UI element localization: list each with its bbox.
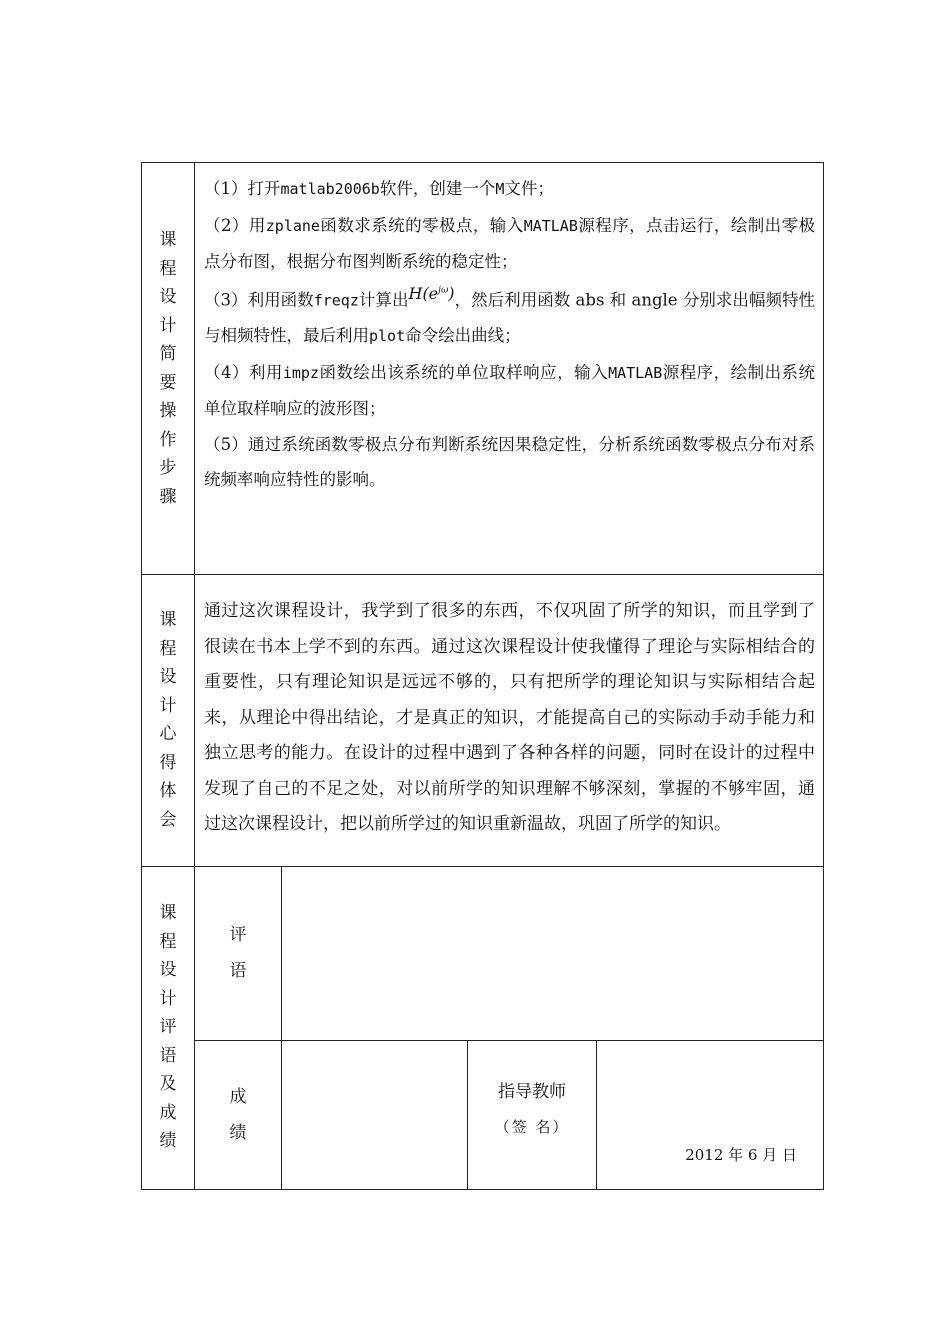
step-code2: M	[495, 180, 505, 198]
label-char: 评	[159, 1017, 177, 1038]
step-code: zplane	[265, 216, 320, 235]
step-suffix: 文件；	[504, 179, 554, 198]
label-char: 及	[159, 1074, 177, 1095]
label-char: 程	[159, 638, 177, 659]
step-suffix: 源程序，绘制出系统单位取样响应的波形图；	[204, 362, 816, 419]
label-char: 骤	[159, 486, 177, 507]
step-text: 函数绘出该系统的单位取样响应，输入	[319, 362, 609, 382]
step-item	[204, 208, 815, 280]
step-suffix: 源程序，点击运行，绘制出零极点分布图，根据分布图判断系统的稳定性；	[204, 215, 816, 271]
steps-label-cell	[142, 163, 195, 575]
comment-label	[230, 917, 247, 989]
label-char: 简	[159, 344, 177, 364]
step-text: 通过系统函数零极点分布判断系统因果稳定性，分析系统函数零极点分布对系统频率响应特性的影响。	[204, 434, 816, 490]
frequency-response-formula	[408, 284, 454, 303]
reflection-row	[142, 575, 824, 867]
label-char: 操	[159, 401, 177, 421]
label-char: 作	[159, 429, 177, 450]
steps-content	[195, 163, 824, 575]
comment-row	[142, 866, 824, 1040]
date-text: 2012 年 6 月 日	[685, 1145, 798, 1164]
label-char: 设	[159, 667, 177, 688]
step-code: freqz	[313, 290, 359, 309]
advisor-label: 指导教师	[498, 1081, 566, 1102]
label-char: 成	[229, 1086, 247, 1107]
label-char: 程	[159, 931, 177, 952]
step-prefix: （5）	[204, 434, 249, 454]
label-char: 步	[159, 458, 177, 478]
step-text: 计算出	[358, 289, 409, 309]
step-math: H(e	[408, 283, 439, 303]
reflection-label-cell	[142, 575, 195, 867]
label-char: 会	[159, 809, 177, 830]
steps-vertical-label	[160, 226, 177, 511]
label-char: 语	[159, 1045, 177, 1066]
label-char: 语	[229, 961, 247, 981]
step-prefix: （3）利用函数	[204, 289, 314, 309]
step-item	[204, 280, 815, 355]
reflection-text: 通过这次课程设计，我学到了很多的东西，不仅巩固了所学的知识，而且学到了很读在书本上学不到的东西。通过这次课程设计使我懂得了理论与实际相结合的重要性，只有理论知识是远远不够的，只有把所学的理论知识与实际相结合起来，从理论中得出结论，才是真正的知识，才能提高自己的实际动手动手能力和独立思考的能力。在设计的过程中遇到了各种各样的问题，同时在设计的过程中发现了自己的不足之处，对以前所学的知识理解不够深刻，掌握的不够牢固，通过这次课程设计，把以前所学过的知识重新温故，巩固了所学的知识。	[204, 601, 816, 834]
signature-date-cell[interactable]	[597, 1040, 824, 1189]
label-char: 绩	[159, 1131, 177, 1152]
label-char: 课	[159, 903, 177, 924]
step-item	[204, 355, 815, 427]
label-char: 计	[159, 315, 177, 336]
advisor-cell	[468, 1040, 597, 1189]
reflection-vertical-label	[160, 606, 177, 834]
label-char: 成	[159, 1102, 177, 1123]
step-after_math: ，然后利用函数 abs 和 angle 分别求出幅频特性与相频特性，最后利用	[204, 289, 816, 346]
step-text: 软件，创建一个	[379, 179, 496, 198]
label-char: 绩	[229, 1122, 247, 1143]
comment-field[interactable]	[282, 866, 824, 1040]
label-char: 课	[159, 610, 177, 631]
steps-list	[204, 171, 815, 498]
grade-field[interactable]	[282, 1040, 468, 1189]
step-item	[204, 427, 815, 498]
grade-label	[230, 1079, 247, 1151]
step-text: 函数求系统的零极点，输入	[319, 215, 524, 235]
step-code2: MATLAB	[608, 363, 663, 382]
comment-label-cell	[195, 866, 282, 1040]
step-item	[204, 171, 815, 208]
label-char: 计	[159, 695, 177, 716]
label-char: 设	[159, 287, 177, 307]
label-char: 要	[159, 372, 177, 393]
steps-row	[142, 163, 824, 575]
label-char: 计	[159, 988, 177, 1009]
step-suffix: 命令绘出曲线；	[405, 326, 521, 346]
course-design-form	[141, 162, 824, 1190]
signature-label: （签 名）	[494, 1117, 570, 1136]
grade-label-cell	[195, 1040, 282, 1189]
label-char: 心	[159, 724, 177, 745]
label-char: 设	[159, 960, 177, 981]
step-code2: MATLAB	[523, 216, 578, 235]
step-code: matlab2006b	[280, 180, 380, 198]
step-prefix: （4）利用	[204, 362, 283, 382]
label-char: 体	[159, 781, 177, 802]
step-prefix: （2）用	[204, 215, 266, 235]
label-char: 评	[229, 925, 247, 945]
step-math_sup: jω	[438, 285, 449, 296]
grade-row	[142, 1040, 824, 1189]
label-char: 课	[159, 230, 177, 250]
step-code: impz	[282, 363, 319, 382]
label-char: 程	[159, 258, 177, 279]
evaluation-label-cell	[142, 866, 195, 1189]
step-code2: plot	[369, 327, 406, 346]
step-prefix: （1）打开	[204, 179, 281, 198]
reflection-content	[195, 575, 824, 867]
evaluation-vertical-label	[160, 899, 177, 1156]
step-math_close: )	[448, 283, 455, 303]
label-char: 得	[159, 752, 177, 773]
